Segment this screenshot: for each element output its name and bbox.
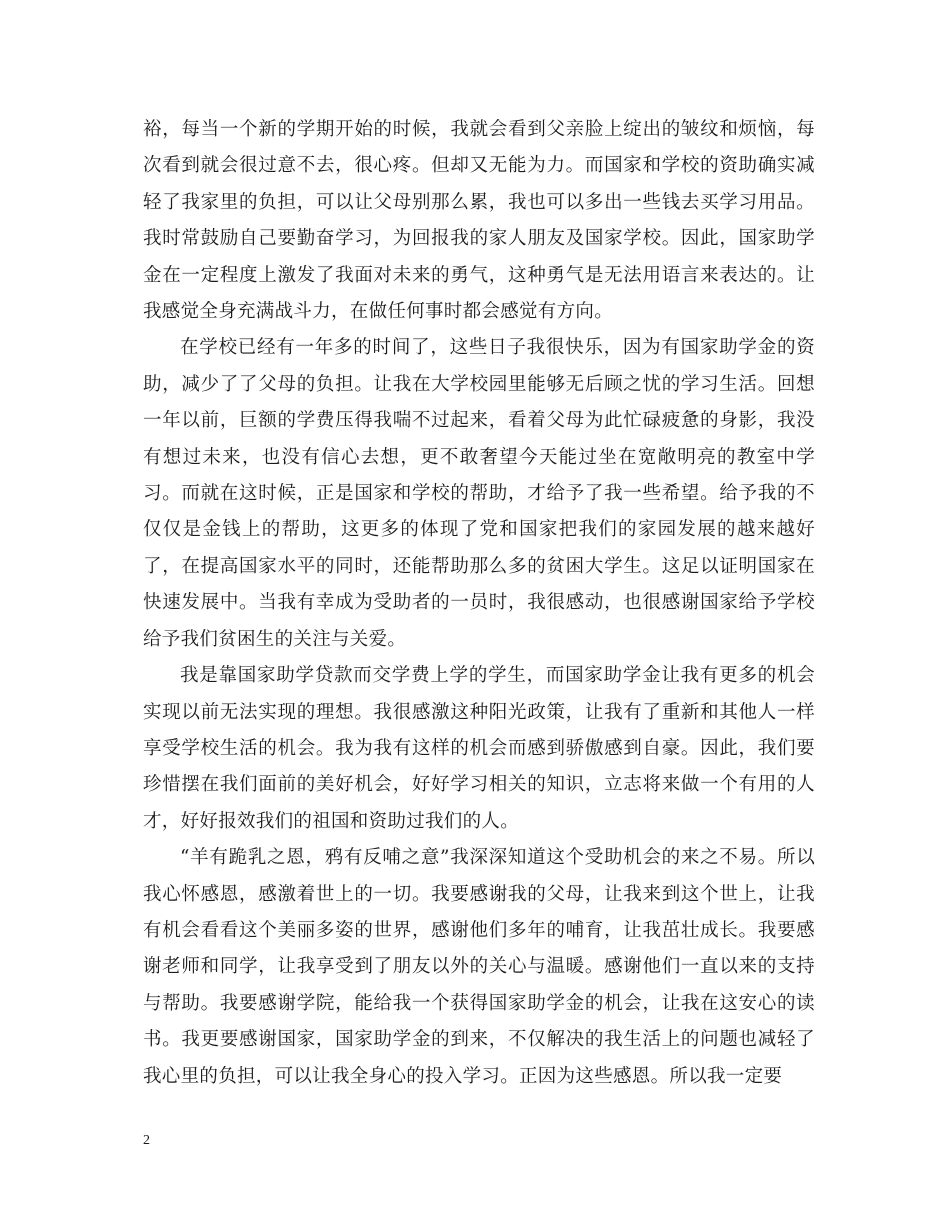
page-number: 2 [143,1133,150,1148]
paragraph-4: “羊有跪乳之恩，鸦有反哺之意”我深深知道这个受助机会的来之不易。所以我心怀感恩，感激着世上的一切。我要感谢我的父母，让我来到这个世上，让我有机会看看这个美丽多姿的世界，感谢他们多年的哺育，让我茁壮成长。我要感谢老师和同学，让我享受到了朋友以外的关心与温暖。感谢他们一直以来的支持与帮助。我要感谢学院，能给我一个获得国家助学金的机会，让我在这安心的读书。我更要感谢国家，国家助学金的到来，不仅解决的我生活上的问题也减轻了我心里的负担，可以让我全身心的投入学习。正因为这些感恩。所以我一定要 [143,847,815,1087]
document-body [143,112,815,1095]
paragraph-3: 我是靠国家助学贷款而交学费上学的学生，而国家助学金让我有更多的机会实现以前无法实现的理想。我很感激这种阳光政策，让我有了重新和其他人一样享受学校生活的机会。我为我有这样的机会而感到骄傲感到自豪。因此，我们要珍惜摆在我们面前的美好机会，好好学习相关的知识，立志将来做一个有用的人才，好好报效我们的祖国和资助过我们的人。 [143,665,815,832]
paragraph-1: 裕，每当一个新的学期开始的时候，我就会看到父亲脸上绽出的皱纹和烦恼，每次看到就会很过意不去，很心疼。但却又无能为力。而国家和学校的资助确实减轻了我家里的负担，可以让父母别那么累，我也可以多出一些钱去买学习用品。我时常鼓励自己要勤奋学习，为回报我的家人朋友及国家学校。因此，国家助学金在一定程度上激发了我面对未来的勇气，这种勇气是无法用语言来表达的。让我感觉全身充满战斗力，在做任何事时都会感觉有方向。 [143,119,815,323]
paragraph-2: 在学校已经有一年多的时间了，这些日子我很快乐，因为有国家助学金的资助，减少了了父母的负担。让我在大学校园里能够无后顾之忧的学习生活。回想一年以前，巨额的学费压得我喘不过起来，看着父母为此忙碌疲惫的身影，我没有想过未来，也没有信心去想，更不敢奢望今天能过坐在宽敞明亮的教室中学习。而就在这时候，正是国家和学校的帮助，才给予了我一些希望。给予我的不仅仅是金钱上的帮助，这更多的体现了党和国家把我们的家园发展的越来越好了，在提高国家水平的同时，还能帮助那么多的贫困大学生。这足以证明国家在快速发展中。当我有幸成为受助者的一员时，我很感动，也很感谢国家给予学校给予我们贫困生的关注与关爱。 [143,337,815,650]
